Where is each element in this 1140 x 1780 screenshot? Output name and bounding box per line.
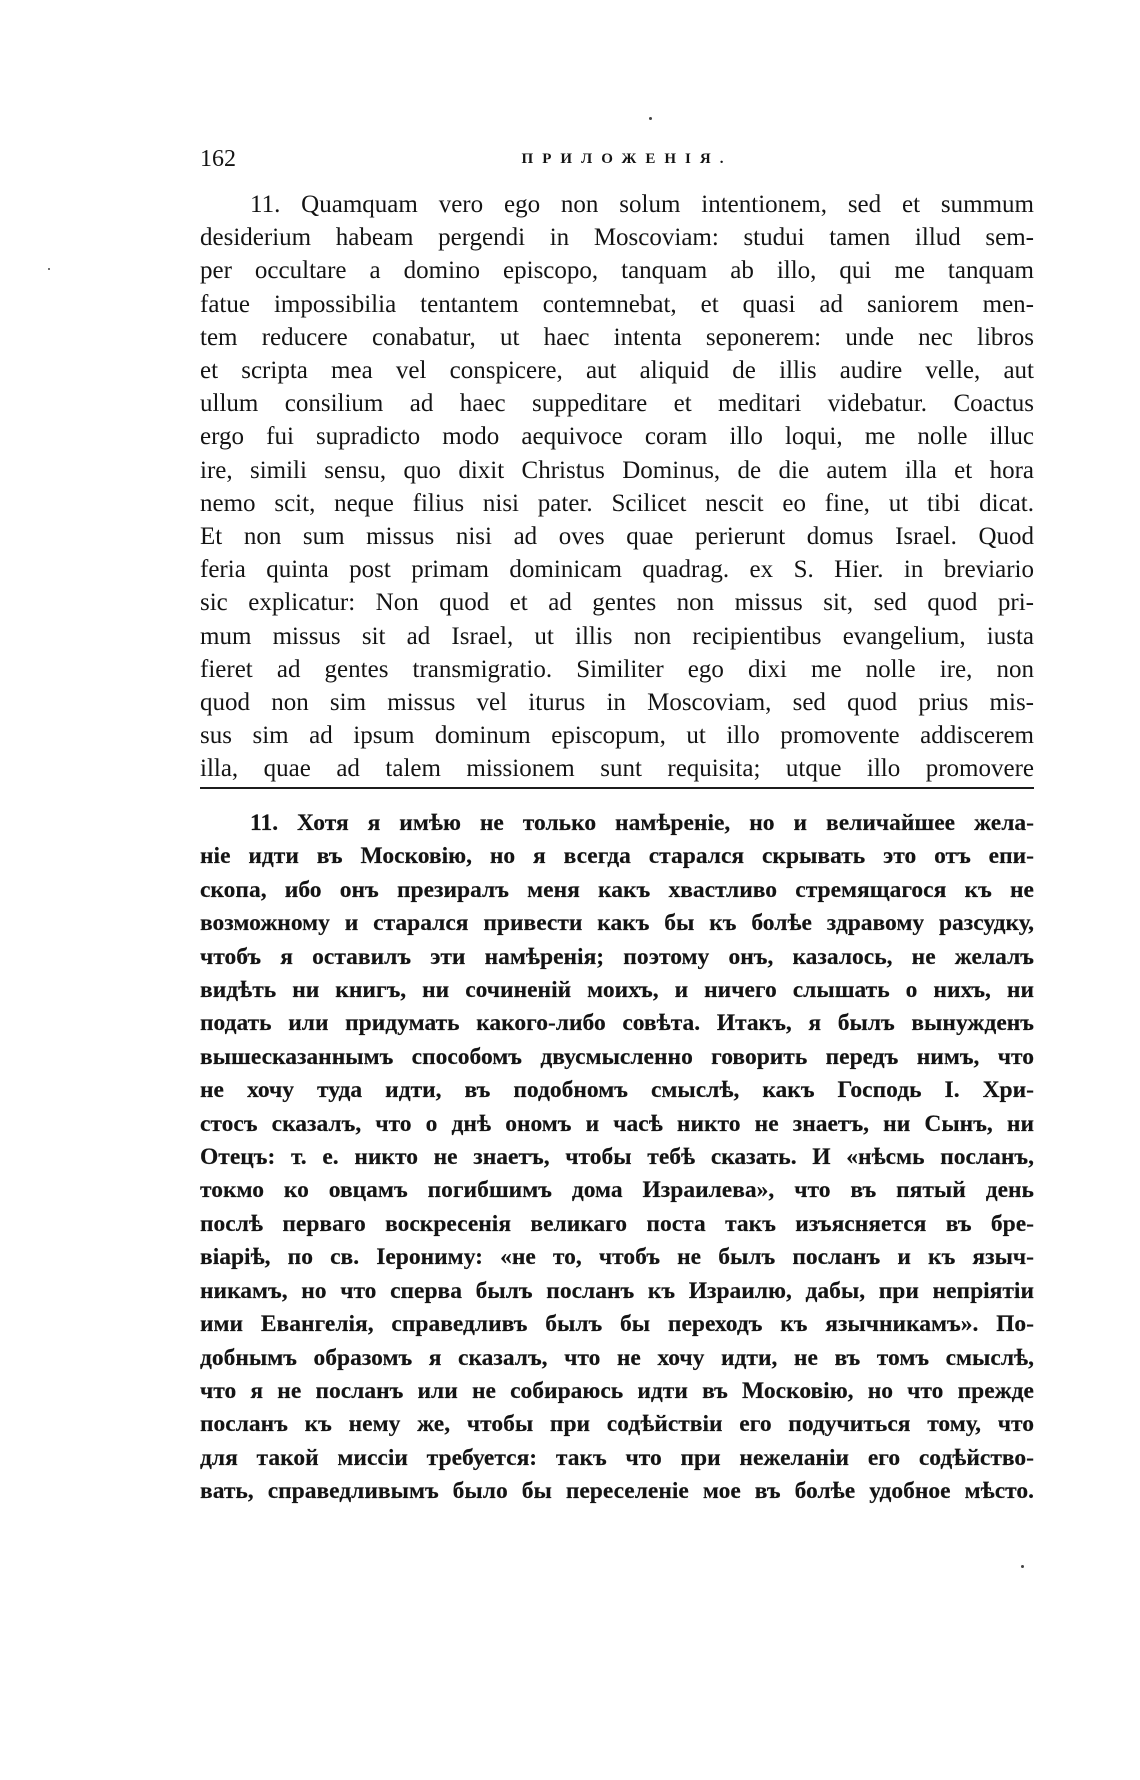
text-line: видѣть ни книгъ, ни сочиненій моихъ, и ничего слышать о нихъ, ни: [200, 977, 1034, 1004]
text-line: віаріѣ, по св. Іерониму: «не то, чтобъ не былъ посланъ и къ языч-: [200, 1244, 1034, 1271]
text-line: добнымъ образомъ я сказалъ, что не хочу идти, не въ томъ смыслѣ,: [200, 1344, 1034, 1371]
text-line: illa, quae ad talem missionem sunt requisita; utque illo promovere: [200, 755, 1034, 783]
text-line: feria quinta post primam dominicam quadrag. ex S. Hier. in breviario: [200, 556, 1034, 584]
text-line: никамъ, но что сперва былъ посланъ къ Израилю, дабы, при непріятіи: [200, 1277, 1034, 1304]
text-line: для такой миссіи требуется: такъ что при нежеланіи его содѣйство-: [200, 1444, 1034, 1471]
text-line: токмо ко овцамъ погибшимъ дома Израилева», что въ пятый день: [200, 1177, 1034, 1204]
text-line: вать, справедливымъ было бы переселеніе мое въ болѣе удобное мѣсто.: [200, 1478, 1034, 1505]
print-speck: [1021, 1565, 1024, 1568]
text-line: Отецъ: т. е. никто не знаетъ, чтобы тебѣ сказать. И «нѣсмь посланъ,: [200, 1144, 1034, 1171]
text-line: вышесказаннымъ способомъ двусмысленно говорить передъ нимъ, что: [200, 1043, 1034, 1070]
text-line: sic explicatur: Non quod et ad gentes non missus sit, sed quod pri-: [200, 589, 1034, 617]
text-line: послѣ перваго воскресенія великаго поста такъ изъясняется въ бре-: [200, 1210, 1034, 1237]
text-line: посланъ къ нему же, чтобы при содѣйствіи его подучиться тому, что: [200, 1411, 1034, 1438]
page-number: 162: [200, 146, 236, 172]
text-line: ergo fui supradicto modo aequivoce coram illo loqui, me nolle illuc: [200, 423, 1034, 451]
page-header: [200, 139, 1034, 179]
text-line: чтобъ я оставилъ эти намѣренія; поэтому онъ, казалось, не желалъ: [200, 943, 1034, 970]
text-line: ими Евангелія, справедливъ былъ бы переходъ къ язычникамъ». По-: [200, 1311, 1034, 1338]
text-line: что я не посланъ или не собираюсь идти въ Московію, но что прежде: [200, 1377, 1034, 1404]
text-line: ніе идти въ Московію, но я всегда старался скрывать это отъ епи-: [200, 843, 1034, 870]
latin-text: [200, 188, 1034, 786]
text-line: скопа, ибо онъ презиралъ меня какъ хвастливо стремящагося къ не: [200, 876, 1034, 903]
footnote-divider: [200, 787, 1034, 789]
running-head: ПРИЛОЖЕНІЯ.: [521, 151, 733, 167]
text-line: ullum consilium ad haec suppeditare et meditari videbatur. Coactus: [200, 390, 1034, 418]
text-line: стосъ сказалъ, что о днѣ ономъ и часѣ никто не знаетъ, ни Сынъ, ни: [200, 1110, 1034, 1137]
text-line: Et non sum missus nisi ad oves quae perierunt domus Israel. Quod: [200, 523, 1034, 551]
text-line: подать или придумать какого-либо совѣта. Итакъ, я былъ вынужденъ: [200, 1010, 1034, 1037]
text-line: fatue impossibilia tentantem contemnebat, et quasi ad saniorem men-: [200, 290, 1034, 318]
text-line: 11. Хотя я имѣю не только намѣреніе, но и величайшее жела-: [250, 810, 1034, 836]
text-line: et scripta mea vel conspicere, aut aliquid de illis audire velle, aut: [200, 357, 1034, 385]
text-line: desiderium habeam pergendi in Moscoviam: studui tamen illud sem-: [200, 224, 1034, 252]
text-line: 11. Quamquam vero ego non solum intentionem, sed et summum: [250, 191, 1034, 218]
text-line: nemo scit, neque filius nisi pater. Scilicet nescit eo fine, ut tibi dicat.: [200, 489, 1034, 517]
text-line: возможному и старался привести какъ бы къ болѣе здравому разсудку,: [200, 910, 1034, 937]
text-line: не хочу туда идти, въ подобномъ смыслѣ, какъ Господь І. Хри-: [200, 1077, 1034, 1104]
text-line: ire, simili sensu, quo dixit Christus Dominus, de die autem illa et hora: [200, 456, 1034, 484]
russian-translation: [200, 807, 1034, 1509]
print-speck: [48, 268, 50, 270]
text-line: mum missus sit ad Israel, ut illis non recipientibus evangelium, iusta: [200, 622, 1034, 650]
text-line: tem reducere conabatur, ut haec intenta seponerem: unde nec libros: [200, 323, 1034, 351]
print-speck: [649, 117, 652, 120]
text-line: sus sim ad ipsum dominum episcopum, ut illo promovente addiscerem: [200, 722, 1034, 750]
text-line: per occultare a domino episcopo, tanquam ab illo, qui me tanquam: [200, 257, 1034, 285]
text-line: quod non sim missus vel iturus in Moscoviam, sed quod prius mis-: [200, 689, 1034, 717]
text-line: fieret ad gentes transmigratio. Similiter ego dixi me nolle ire, non: [200, 655, 1034, 683]
